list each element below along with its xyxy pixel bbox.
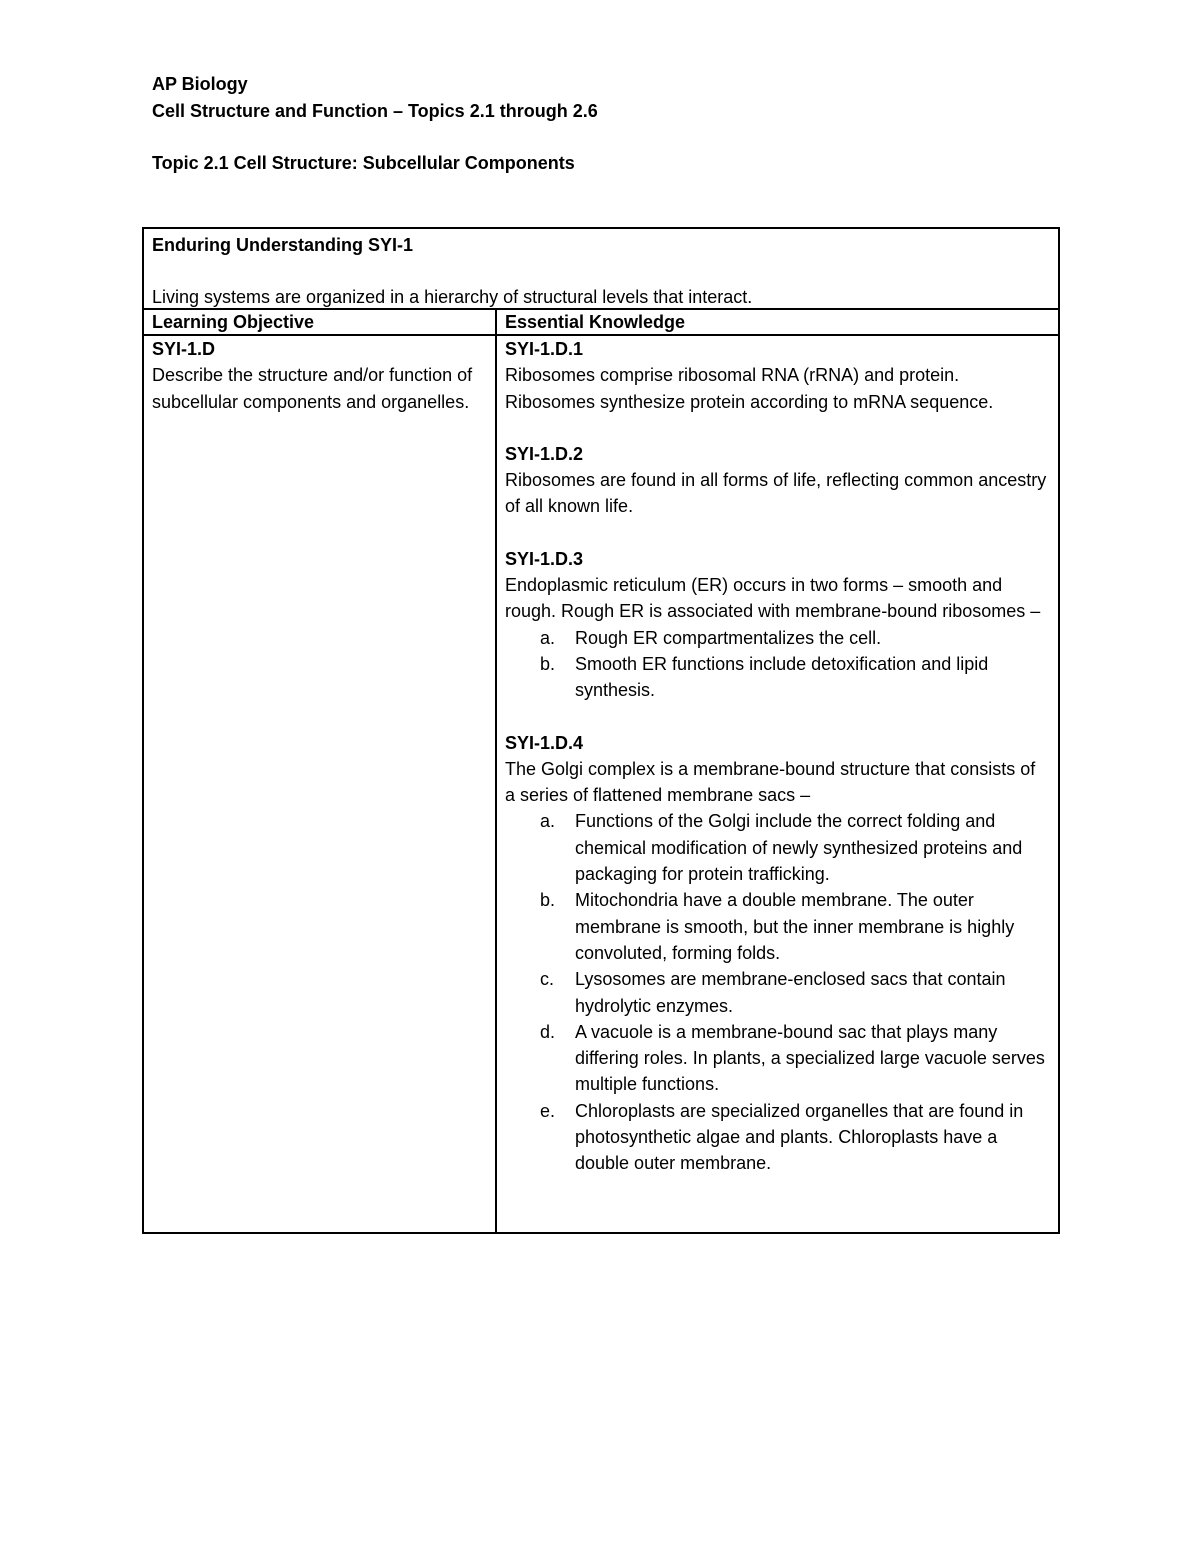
essential-knowledge-code: SYI-1.D.3 bbox=[505, 548, 584, 569]
essential-knowledge-item bbox=[505, 730, 1050, 1177]
list-item-text: Mitochondria have a double membrane. The outer membrane is smooth, but the inner membrane is highly convoluted, forming folds. bbox=[575, 890, 1015, 963]
essential-knowledge-text: Ribosomes comprise ribosomal RNA (rRNA) and protein. Ribosomes synthesize protein according to mRNA sequence. bbox=[505, 365, 994, 412]
list-item bbox=[505, 1019, 1050, 1098]
essential-knowledge-sublist bbox=[505, 808, 1050, 1176]
essential-knowledge-code: SYI-1.D.1 bbox=[505, 339, 584, 359]
list-item-text: A vacuole is a membrane-bound sac that plays many differing roles. In plants, a specialized large vacuole serves multiple functions. bbox=[575, 1021, 1045, 1095]
essential-knowledge-item bbox=[505, 546, 1050, 704]
learning-objective-code: SYI-1.D bbox=[152, 339, 216, 359]
essential-knowledge-code: SYI-1.D.2 bbox=[505, 443, 584, 464]
list-item-text: Rough ER compartmentalizes the cell. bbox=[575, 627, 882, 648]
essential-knowledge-text: Ribosomes are found in all forms of life, reflecting common ancestry of all known life. bbox=[505, 470, 1047, 517]
essential-knowledge-header: Essential Knowledge bbox=[496, 309, 1059, 335]
objectives-table bbox=[142, 308, 1060, 1234]
learning-objective-text: Describe the structure and/or function of subcellular components and organelles. bbox=[152, 365, 473, 412]
list-item-marker: d. bbox=[540, 1021, 556, 1042]
table-row bbox=[143, 335, 1059, 1233]
list-item-text: Chloroplasts are specialized organelles that are found in photosynthetic algae and plants. Chloroplasts have a double outer membrane. bbox=[575, 1100, 1024, 1174]
list-item-text: Functions of the Golgi include the correct folding and chemical modification of newly synthesized proteins and packaging for protein trafficking. bbox=[575, 811, 1023, 885]
list-item-marker: a. bbox=[540, 811, 556, 832]
essential-knowledge-code: SYI-1.D.4 bbox=[505, 732, 584, 753]
list-item-marker: b. bbox=[540, 890, 556, 911]
list-item-text: Lysosomes are membrane-enclosed sacs that contain hydrolytic enzymes. bbox=[575, 969, 1006, 1016]
essential-knowledge-item bbox=[505, 441, 1050, 520]
list-item-marker: c. bbox=[540, 969, 555, 990]
learning-objective-header: Learning Objective bbox=[143, 309, 496, 335]
list-item bbox=[505, 1098, 1050, 1177]
learning-objective-cell bbox=[143, 335, 496, 1233]
list-item-marker: b. bbox=[540, 653, 556, 674]
course-title: AP Biology bbox=[152, 74, 248, 94]
enduring-understanding-text: Living systems are organized in a hierarchy of structural levels that interact. bbox=[152, 287, 753, 307]
list-item bbox=[505, 808, 1050, 887]
list-item bbox=[505, 651, 1050, 704]
list-item bbox=[505, 887, 1050, 966]
essential-knowledge-item bbox=[505, 336, 1050, 415]
list-item-marker: e. bbox=[540, 1100, 556, 1121]
essential-knowledge-text: The Golgi complex is a membrane-bound structure that consists of a series of flattened membrane sacs – bbox=[505, 758, 1036, 806]
list-item-marker: a. bbox=[540, 627, 556, 648]
topic-title: Topic 2.1 Cell Structure: Subcellular Components bbox=[152, 153, 575, 173]
list-item bbox=[505, 625, 1050, 651]
list-item-text: Smooth ER functions include detoxification and lipid synthesis. bbox=[575, 653, 989, 701]
enduring-understanding-title: Enduring Understanding SYI-1 bbox=[152, 235, 414, 255]
essential-knowledge-cell bbox=[496, 335, 1059, 1233]
list-item bbox=[505, 966, 1050, 1019]
unit-title: Cell Structure and Function – Topics 2.1 through 2.6 bbox=[152, 101, 598, 121]
essential-knowledge-sublist bbox=[505, 625, 1050, 704]
enduring-understanding-box bbox=[142, 227, 1060, 308]
table-header-row bbox=[143, 309, 1059, 335]
essential-knowledge-text: Endoplasmic reticulum (ER) occurs in two forms – smooth and rough. Rough ER is associated with membrane-bound ribosomes – bbox=[505, 575, 1041, 622]
